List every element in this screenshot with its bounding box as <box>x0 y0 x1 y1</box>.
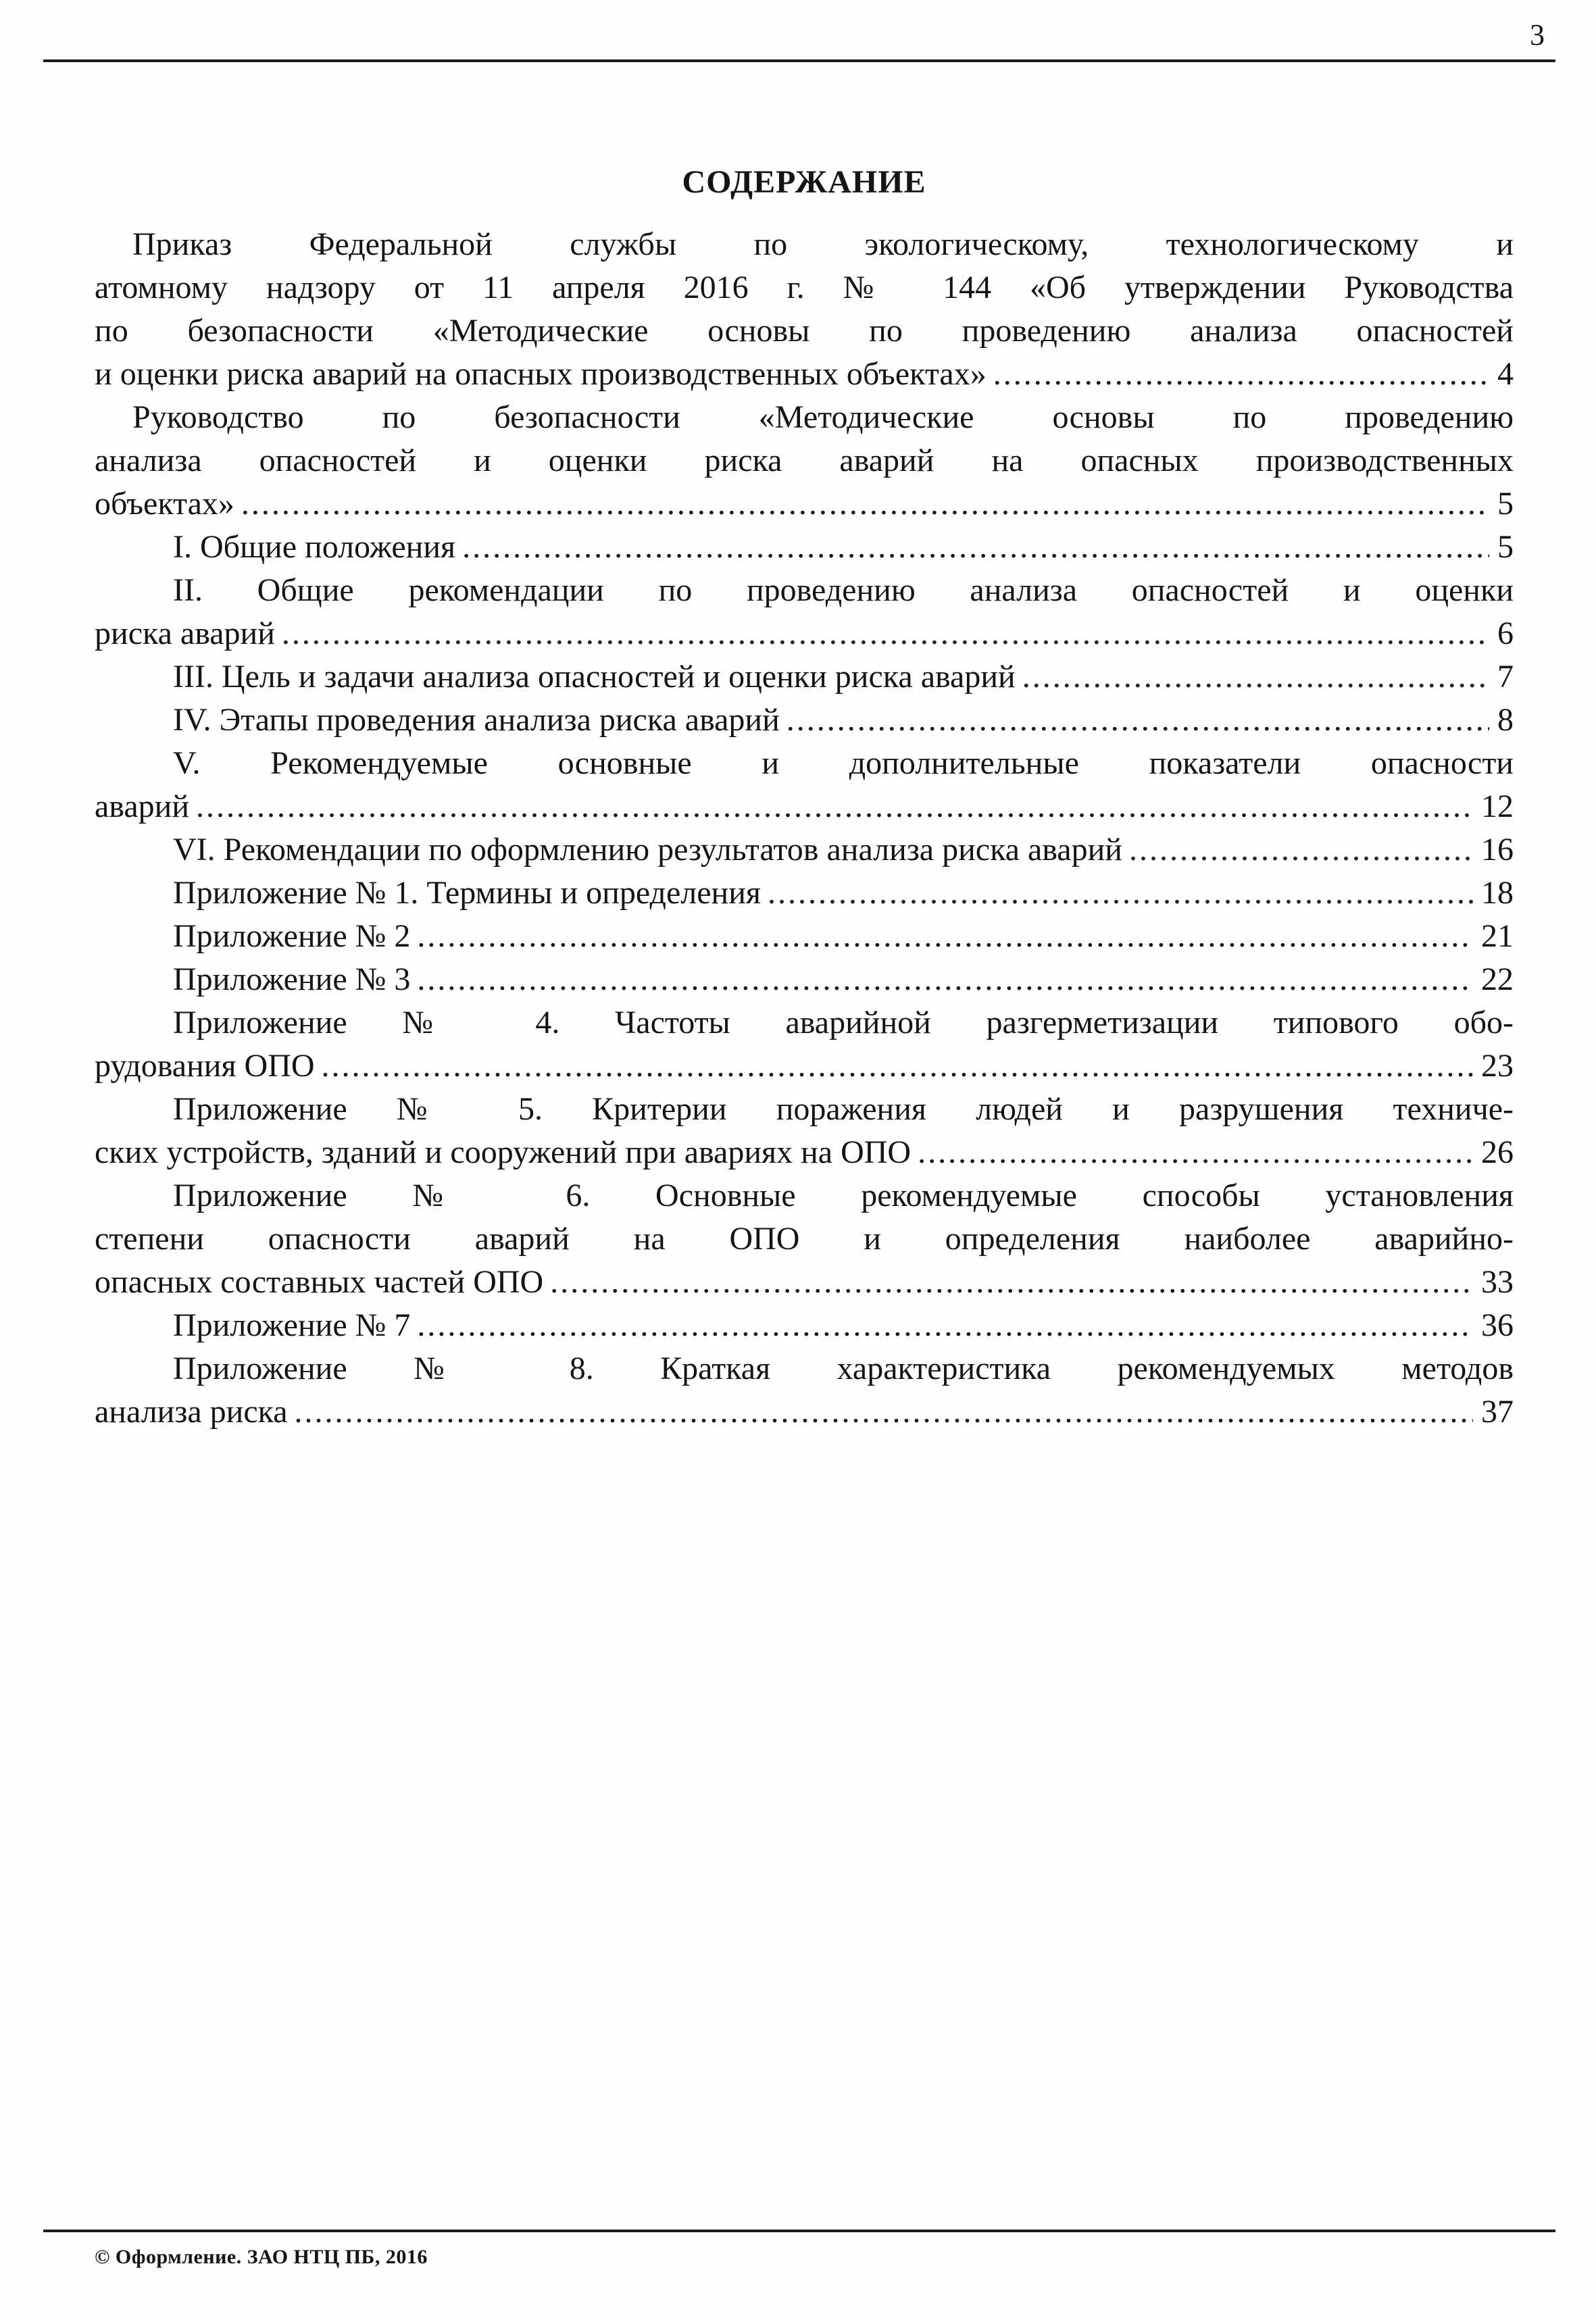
toc-page-number: 21 <box>1481 918 1514 954</box>
dot-leader <box>787 699 1489 742</box>
dot-leader <box>295 1390 1473 1434</box>
toc-page-number: 6 <box>1497 615 1514 651</box>
toc-entry <box>95 699 1514 742</box>
toc-entry-lastline <box>95 828 1514 872</box>
dot-leader <box>417 1304 1473 1347</box>
toc-entry-line: Приложение № 5. Критерии поражения людей и разрушения техниче- <box>173 1091 1514 1127</box>
toc-page-number: 7 <box>1497 659 1514 695</box>
dot-leader <box>417 915 1473 958</box>
page-content <box>95 161 1514 1434</box>
toc-entry <box>95 655 1514 699</box>
toc-entry-lastline <box>95 1261 1514 1304</box>
toc-entry-lastline <box>95 1304 1514 1347</box>
toc-entry <box>95 569 1514 655</box>
toc-title: СОДЕРЖАНИЕ <box>682 164 926 200</box>
toc-entry-text: VI. Рекомендации по оформлению результатов анализа риска аварий <box>173 832 1122 867</box>
toc-entry-text: I. Общие положения <box>173 529 456 565</box>
toc-entry-text: анализа риска <box>95 1394 288 1430</box>
toc-entry-lastline <box>95 612 1514 655</box>
toc-entry-text: объектах» <box>95 486 234 522</box>
dot-leader <box>1129 828 1473 872</box>
toc-page-number: 18 <box>1481 875 1514 911</box>
toc-page-number: 33 <box>1481 1264 1514 1300</box>
toc-entry-line: II. Общие рекомендации по проведению анализа опасностей и оценки <box>173 572 1514 608</box>
dot-leader <box>462 526 1489 569</box>
toc-entry-line: атомному надзору от 11 апреля 2016 г. № 144 «Об утверждении Руководства <box>95 270 1514 305</box>
toc-entry-text: III. Цель и задачи анализа опасностей и оценки риска аварий <box>173 659 1016 695</box>
toc-entry-lastline <box>95 958 1514 1001</box>
toc-entry-lastline <box>95 1045 1514 1088</box>
dot-leader <box>768 872 1473 915</box>
dot-leader <box>282 612 1489 655</box>
toc-entry-text: Приложение № 3 <box>173 961 411 997</box>
toc-entry-lastline <box>95 872 1514 915</box>
toc-page-number: 5 <box>1497 529 1514 565</box>
toc-page-number: 16 <box>1481 832 1514 867</box>
dot-leader <box>417 958 1473 1001</box>
toc-page-number: 36 <box>1481 1307 1514 1343</box>
page-number: 3 <box>1530 18 1545 51</box>
dot-leader <box>550 1261 1473 1304</box>
toc-page-number: 4 <box>1497 356 1514 392</box>
toc-entry-text: рудования ОПО <box>95 1048 315 1084</box>
toc-page-number: 23 <box>1481 1048 1514 1084</box>
toc-entry-lastline <box>95 655 1514 699</box>
toc-entry-lastline <box>95 353 1514 396</box>
toc-entry <box>95 958 1514 1001</box>
toc-entry-line: анализа опасностей и оценки риска аварий на опасных производственных <box>95 443 1514 478</box>
toc-entry-line: Приложение № 6. Основные рекомендуемые способы установления <box>173 1178 1514 1213</box>
toc-entry-text: аварий <box>95 788 190 824</box>
toc-entry-lastline <box>95 1131 1514 1174</box>
table-of-contents <box>95 223 1514 1434</box>
toc-entry-line: по безопасности «Методические основы по проведению анализа опасностей <box>95 313 1514 349</box>
toc-entry-line: Приложение № 4. Частоты аварийной разгерметизации типового обо- <box>173 1005 1514 1040</box>
toc-entry <box>95 223 1514 396</box>
dot-leader <box>196 785 1473 828</box>
toc-entry <box>95 526 1514 569</box>
toc-entry-line: Приказ Федеральной службы по экологическому, технологическому и <box>132 226 1514 262</box>
toc-page-number: 12 <box>1481 788 1514 824</box>
toc-entry <box>95 915 1514 958</box>
dot-leader <box>322 1045 1473 1088</box>
toc-entry-line: V. Рекомендуемые основные и дополнительные показатели опасности <box>173 745 1514 781</box>
toc-entry-text: риска аварий <box>95 615 275 651</box>
dot-leader <box>241 482 1489 526</box>
dot-leader <box>1022 655 1489 699</box>
toc-entry <box>95 1001 1514 1088</box>
toc-entry-text: Приложение № 1. Термины и определения <box>173 875 761 911</box>
toc-entry <box>95 1304 1514 1347</box>
toc-entry-text: Приложение № 7 <box>173 1307 411 1343</box>
copyright-notice: © Оформление. ЗАО НТЦ ПБ, 2016 <box>95 2246 428 2268</box>
toc-page-number: 37 <box>1481 1394 1514 1430</box>
toc-page-number: 8 <box>1497 702 1514 738</box>
toc-entry-text: Приложение № 2 <box>173 918 411 954</box>
toc-entry-line: степени опасности аварий на ОПО и определения наиболее аварийно- <box>95 1221 1514 1257</box>
toc-entry-lastline <box>95 526 1514 569</box>
toc-entry-lastline <box>95 785 1514 828</box>
footer-rule <box>43 2230 1555 2232</box>
toc-entry <box>95 1088 1514 1174</box>
toc-entry <box>95 828 1514 872</box>
toc-entry-lastline <box>95 1390 1514 1434</box>
toc-page-number: 5 <box>1497 486 1514 522</box>
toc-page-number: 22 <box>1481 961 1514 997</box>
toc-entry-text: ских устройств, зданий и сооружений при авариях на ОПО <box>95 1134 912 1170</box>
toc-entry-line: Руководство по безопасности «Методические основы по проведению <box>132 399 1514 435</box>
toc-entry-lastline <box>95 915 1514 958</box>
toc-page-number: 26 <box>1481 1134 1514 1170</box>
dot-leader <box>918 1131 1473 1174</box>
toc-entry-text: и оценки риска аварий на опасных производственных объектах» <box>95 356 987 392</box>
toc-entry-lastline <box>95 482 1514 526</box>
toc-entry <box>95 1174 1514 1304</box>
toc-entry-line: Приложение № 8. Краткая характеристика рекомендуемых методов <box>173 1351 1514 1386</box>
toc-entry <box>95 872 1514 915</box>
header-rule <box>43 59 1555 62</box>
toc-entry <box>95 396 1514 526</box>
toc-entry-text: IV. Этапы проведения анализа риска аварий <box>173 702 780 738</box>
dot-leader <box>993 353 1489 396</box>
toc-entry-text: опасных составных частей ОПО <box>95 1264 544 1300</box>
toc-entry <box>95 742 1514 828</box>
toc-entry <box>95 1347 1514 1434</box>
toc-entry-lastline <box>95 699 1514 742</box>
